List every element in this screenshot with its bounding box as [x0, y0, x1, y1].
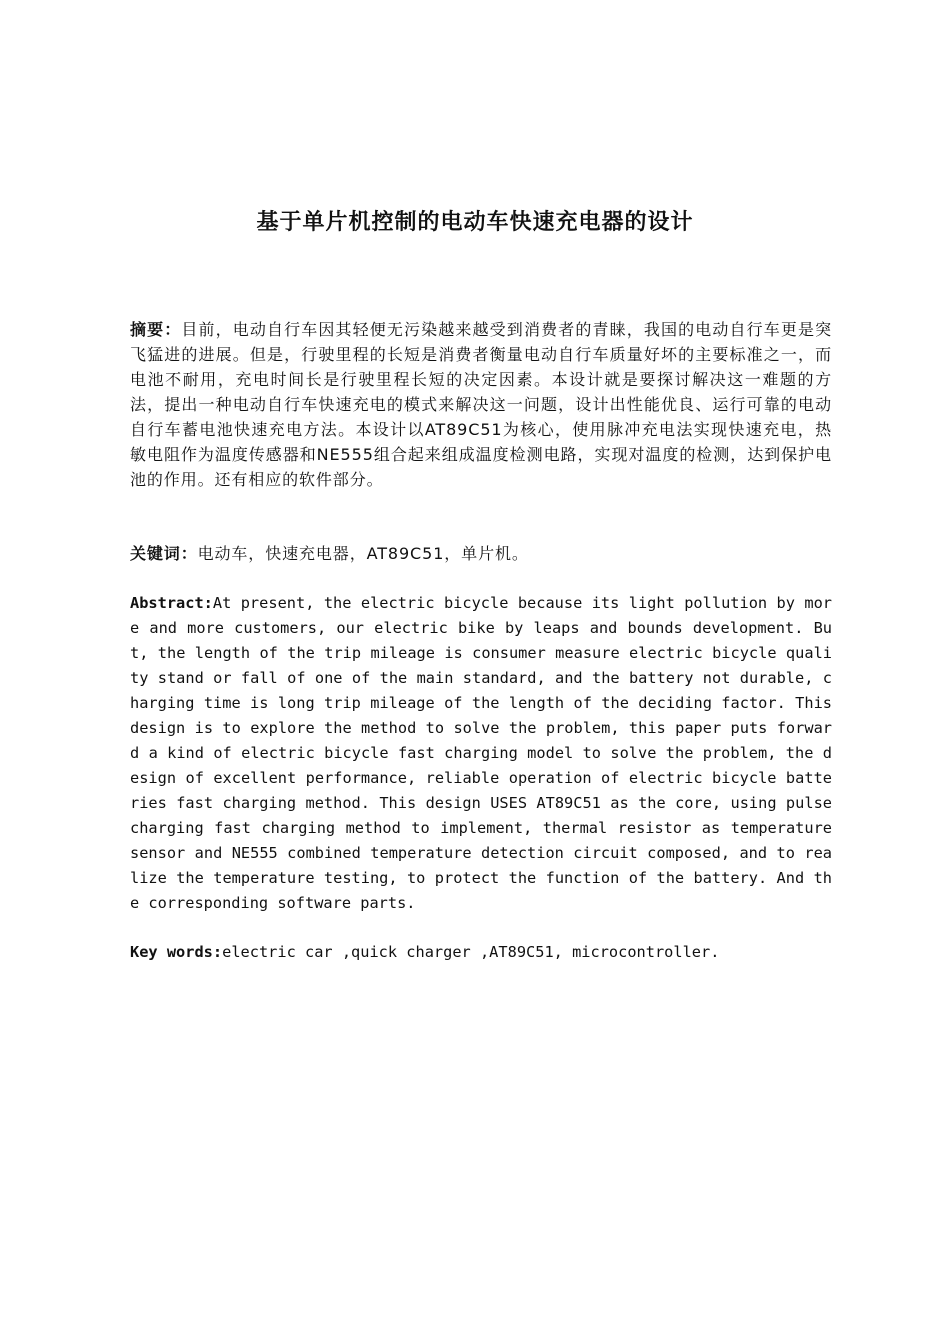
keywords-cn [130, 541, 832, 566]
abstract-cn-label: 摘要： [130, 320, 182, 339]
keywords-en-label: Key words: [130, 943, 223, 961]
abstract-cn [130, 317, 832, 492]
keywords-cn-text: 电动车，快速充电器，AT89C51，单片机。 [197, 544, 529, 563]
page-title: 基于单片机控制的电动车快速充电器的设计 [256, 210, 694, 235]
keywords-cn-label: 关键词： [130, 544, 198, 563]
keywords-en [130, 940, 832, 965]
abstract-en-text: At present, the electric bicycle because its light pollution by more and more customers, our electric bike by leaps and bounds development. But, the length of the trip mileage is consumer measure electric bicycle quality stand or fall of one of the main standard, and the battery not durable, charging time is long trip mileage of the length of the deciding factor. This design is to explore the method to solve the problem, this paper puts forward a kind of electric bicycle fast charging model to solve the problem, the design of excellent performance, reliable operation of electric bicycle batteries fast charging method. This design USES AT89C51 as the core, using pulse charging fast charging method to implement, thermal resistor as temperature sensor and NE555 combined temperature detection circuit composed, and to realize the temperature testing, to protect the function of the battery. And the corresponding software parts. [130, 594, 832, 912]
abstract-en [130, 591, 832, 916]
keywords-en-text: electric car ,quick charger ,AT89C51, microcontroller. [222, 943, 720, 961]
abstract-cn-text: 目前，电动自行车因其轻便无污染越来越受到消费者的青睐，我国的电动自行车更是突飞猛进的进展。但是，行驶里程的长短是消费者衡量电动自行车质量好坏的主要标准之一，而电池不耐用，充电时间长是行驶里程长短的决定因素。本设计就是要探讨解决这一难题的方法，提出一种电动自行车快速充电的模式来解决这一问题，设计出性能优良、运行可靠的电动自行车蓄电池快速充电方法。本设计以AT89C51为核心，使用脉冲充电法实现快速充电，热敏电阻作为温度传感器和NE555组合起来组成温度检测电路，实现对温度的检测，达到保护电池的作用。还有相应的软件部分。 [130, 320, 833, 489]
abstract-en-label: Abstract: [130, 594, 213, 612]
